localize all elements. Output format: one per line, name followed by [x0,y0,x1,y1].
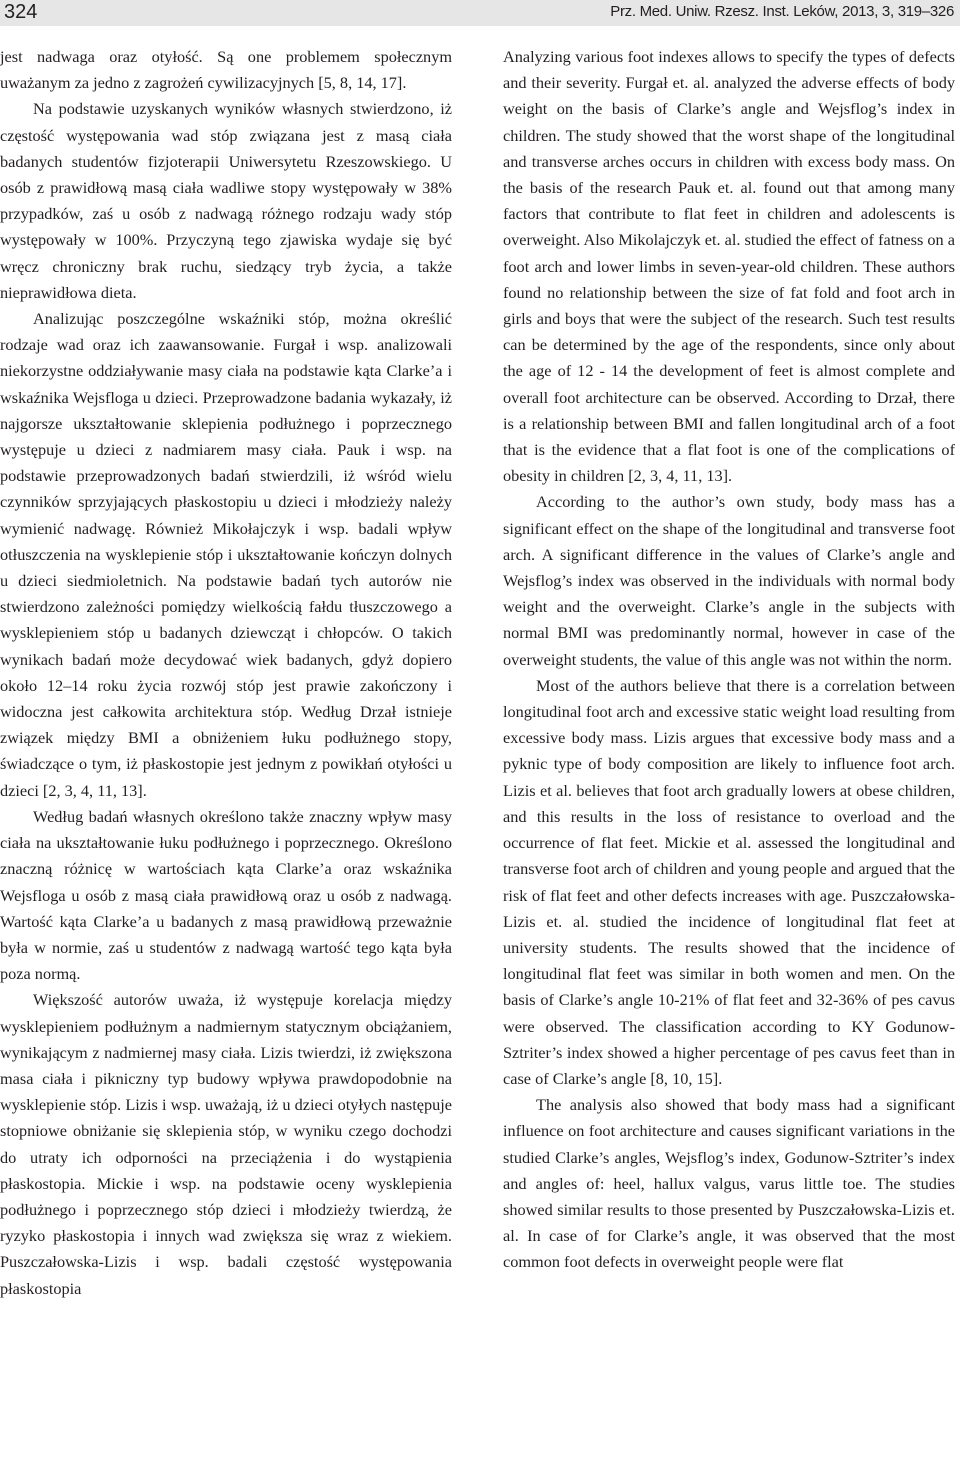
paragraph: The analysis also showed that body mass had a significant influence on foot architecture and causes significant variations in the studied Clarke’s angles, Wejsflog’s index, Godunow-Sztriter’s index and angles of: heel, hallux valgus, varus little toe. The studies showed similar results to those presented by Puszczałowska-Lizis et. al. In case of for Clarke’s angle, it was observed that the most common foot defects in overweight people were flat [503,1095,955,1272]
paragraph: Większość autorów uważa, iż występuje korelacja między wysklepieniem podłużnym a nadmiernym statycznym obciążaniem, wynikającym z nadmiernej masy ciała. Lizis twierdzi, iż zwiększona masa ciała i pikniczny typ budowy wpływa prawdopodobnie na wysklepienie stóp. Lizis i wsp. uważają, iż u dzieci otyłych następuje stopniowe obniżanie się sklepienia stóp, w wyniku czego dochodzi do utraty ich odporności na przeciążenia i do wystąpienia płaskostopia. Mickie i wsp. na podstawie oceny wysklepienia podłużnego i poprzecznego stóp dzieci i młodzieży twierdzą, że ryzyko płaskostopia i innych wad zwiększa się wraz z wiekiem. Puszczałowska-Lizis i wsp. badali częstość występowania płaskostopia [0,990,452,1298]
paragraph: jest nadwaga oraz otyłość. Są one problemem społecznym uważanym za jedno z zagrożeń cywilizacyjnych [5, 8, 14, 17]. [0,47,452,93]
running-header [0,0,960,26]
paragraph: According to the author’s own study, body mass has a significant effect on the shape of the longitudinal and transverse foot arch. A significant difference in the values of Clarke’s angle and Wejsflog’s index was observed in the individuals with normal body weight and the overweight. Clarke’s angle in the subjects with normal BMI was predominantly normal, however in case of the overweight students, the value of this angle was not within the norm. [503,492,955,669]
paragraph: Według badań własnych określono także znaczny wpływ masy ciała na ukształtowanie łuku podłużnego i poprzecznego. Określono znaczną różnicę w wartościach kąta Clarke’a oraz wskaźnika Wejsfloga u osób z masą ciała prawidłową oraz u osób z nadwagą. Wartość kąta Clarke’a u badanych z masą prawidłową przeważnie była w normie, zaś u studentów z nadwagą wartość tego kąta była poza normą. [0,806,452,984]
journal-citation: Prz. Med. Uniw. Rzesz. Inst. Leków, 2013, 3, 319–326 [610,3,954,20]
left-column-polish-text [0,44,452,1478]
paragraph: Na podstawie uzyskanych wyników własnych stwierdzono, iż częstość występowania wad stóp związana jest z masą ciała badanych studentów fizjoterapii Uniwersytetu Rzeszowskiego. U osób z prawidłową masą ciała wadliwe stopy występowały w 38% przypadków, zaś u osób z nadwagą różnego rodzaju wady stóp występowały w 100%. Przyczyną tego zjawiska wydaje się być wręcz chroniczny brak ruchu, siedzący tryb życia, a także nieprawidłowa dieta. [0,99,452,302]
paragraph: Analyzing various foot indexes allows to specify the types of defects and their severity. Furgał et. al. analyzed the adverse effects of body weight on the basis of Clarke’s angle and Wejsflog’s index in children. The study showed that the worst shape of the longitudinal and transverse arches occurs in children with excess body mass. On the basis of the research Pauk et. al. found out that among many factors that contribute to flat feet in children and adolescents is overweight. Also Mikolajczyk et. al. studied the effect of fatness on a foot arch and lower limbs in seven-year-old children. These authors found no relationship between the size of fat fold and foot arch in girls and boys that were the subject of the research. Such test results can be determined by the age of the respondents, since only about the age of 12 - 14 the development of feet is almost complete and overall foot architecture can be observed. According to Drzał, there is a relationship between BMI and fallen longitudinal arch of a foot that is the evidence that a flat foot is one of the complications of obesity in children [2, 3, 4, 11, 13]. [503,47,955,486]
paragraph: Analizując poszczególne wskaźniki stóp, można określić rodzaje wad oraz ich zaawansowanie. Furgał i wsp. analizowali niekorzystne oddziaływanie masy ciała na podstawie kąta Clarke’a i wskaźnika Wejsfloga u dzieci. Przeprowadzone badania wykazały, iż najgorsze ukształtowanie sklepienia podłużnego i poprzecznego występuje u dzieci z nadmiarem masy ciała. Pauk i wsp. na podstawie przeprowadzonych badań stwierdzili, iż wśród wielu czynników sprzyjających płaskostopiu u dzieci i młodzieży należy wymienić nadwagę. Również Mikołajczyk i wsp. badali wpływ otłuszczenia na wysklepienie stóp i ukształtowanie kończyn dolnych u dzieci siedmioletnich. Na podstawie badań tych autorów nie stwierdzono zależności pomiędzy wielkością fałdu tłuszczowego a wysklepieniem stóp u badanych dziewcząt i chłopców. O takich wynikach badań może decydować wiek badanych, gdyż dopiero około 12–14 roku życia rozwój stóp jest prawie zakończony i widoczna jest całkowita architektura stóp. Według Drzał istnieje związek między BMI a obniżeniem łuku podłużnego stopy, świadczące o tym, iż płaskostopie jest jednym z powikłań otyłości u dzieci [2, 3, 4, 11, 13]. [0,309,452,800]
page-number: 324 [4,1,38,23]
right-column-english-text [503,44,955,1478]
paragraph: Most of the authors believe that there is a correlation between longitudinal foot arch and excessive static weight load resulting from excessive body mass. Lizis argues that excessive body mass and a pyknic type of body composition are likely to influence foot arch. Lizis et al. believes that foot arch gradually lowers at obese children, and this results in the loss of resistance to overload and the occurrence of flat feet. Mickie et al. assessed the longitudinal and transverse foot arch of children and young people and argued that the risk of flat feet and other defects increases with age. Puszczałowska-Lizis et. al. studied the incidence of longitudinal flat feet at university students. The results showed that the incidence of longitudinal flat feet was similar in both women and men. On the basis of Clarke’s angle 10-21% of flat feet and 32-36% of pes cavus were observed. The classification according to KY Godunow-Sztriter’s index showed a higher percentage of pes cavus feet than in case of Clarke’s angle [8, 10, 15]. [503,675,955,1088]
